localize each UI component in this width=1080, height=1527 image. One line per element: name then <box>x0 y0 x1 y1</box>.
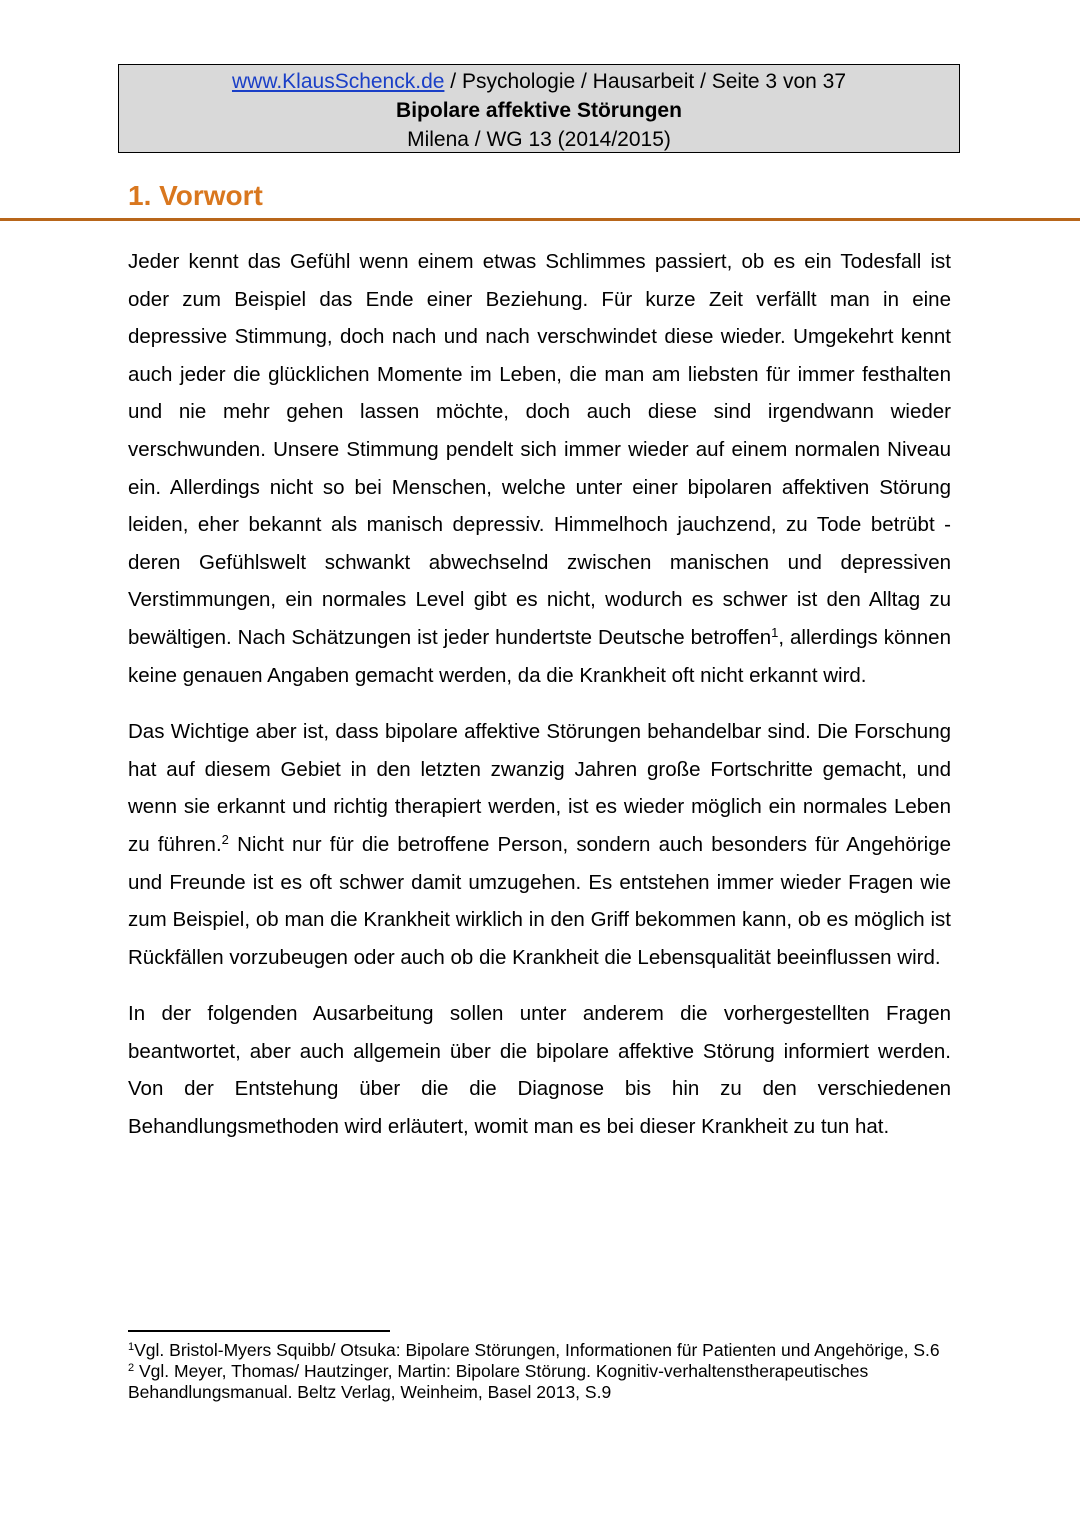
footnote-1-marker: 1 <box>128 1341 135 1353</box>
paragraph-2-text-a: Das Wichtige aber ist, dass bipolare affektive Störungen behandelbar sind. Die Forschung hat auf diesem Gebiet in den letzten zwanzig Jahren große Fortschritte gemacht, und wenn sie erkannt und richtig therapiert werden, ist es wieder möglich ein normales Leben zu führen. <box>128 720 951 856</box>
header-breadcrumb <box>119 67 959 96</box>
document-title: Bipolare affektive Störungen <box>396 99 682 122</box>
footnote-2-text: Vgl. Meyer, Thomas/ Hautzinger, Martin: Bipolare Störung. Kognitiv-verhaltenstherapeutisches Behandlungsmanual. Beltz Verlag, Weinheim, Basel 2013, S.9 <box>128 1361 869 1402</box>
paragraph-1-text-b: , allerdings können keine genauen Angaben gemacht werden, da die Krankheit oft nicht erkannt wird. <box>128 625 951 687</box>
footnotes <box>128 1340 951 1403</box>
paragraph-2-text-b: Nicht nur für die betroffene Person, sondern auch besonders für Angehörige und Freunde ist es oft schwer damit umzugehen. Es entstehen immer wieder Fragen wie zum Beispiel, ob man die Krankheit wirklich in den Griff bekommen kann, ob es möglich ist Rückfällen vorzubeugen oder auch ob die Krankheit die Lebensqualität beeinflussen wird. <box>128 832 951 969</box>
paragraph-2 <box>128 713 951 976</box>
footnote-ref-2[interactable]: 2 <box>221 831 229 847</box>
footnote-2 <box>128 1361 951 1403</box>
footnote-ref-1[interactable]: 1 <box>771 624 779 640</box>
website-link[interactable]: www.KlausSchenck.de <box>231 70 445 93</box>
footnote-1-text: Vgl. Bristol-Myers Squibb/ Otsuka: Bipolare Störungen, Informationen für Patienten und Angehörige, S.6 <box>134 1340 940 1360</box>
paragraph-3: In der folgenden Ausarbeitung sollen unter anderem die vorhergestellten Fragen beantwortet, aber auch allgemein über die bipolare affektive Störung informiert werden. Von der Entstehung über die die Diagnose bis hin zu den verschiedenen Behandlungsmethoden wird erläutert, womit man es bei dieser Krankheit zu tun hat. <box>128 1002 951 1139</box>
footnote-1 <box>128 1340 951 1361</box>
paragraph-1 <box>128 243 951 694</box>
heading-divider <box>0 218 1080 221</box>
section-heading: 1. Vorwort <box>128 180 263 211</box>
footnote-2-marker: 2 <box>128 1362 135 1374</box>
page-header <box>118 64 960 153</box>
footnote-divider <box>128 1330 390 1332</box>
author-line: Milena / WG 13 (2014/2015) <box>407 128 671 151</box>
paragraph-1-text-a: Jeder kennt das Gefühl wenn einem etwas Schlimmes passiert, ob es ein Todesfall ist oder zum Beispiel das Ende einer Beziehung. Für kurze Zeit verfällt man in eine depressive Stimmung, doch nach und nach verschwindet diese wieder. Umgekehrt kennt auch jeder die glücklichen Momente im Leben, die man am liebsten für immer festhalten und nie mehr gehen lassen möchte, doch auch diese sind irgendwann wieder verschwunden. Unsere Stimmung pendelt sich immer wieder auf einem normalen Niveau ein. Allerdings nicht so bei Menschen, welche unter einer bipolaren affektiven Störung leiden, eher bekannt als manisch depressiv. Himmelhoch jauchzend, zu Tode betrübt - deren Gefühlswelt schwankt abwechselnd zwischen manischen und depressiven Verstimmungen, ein normales Level gibt es nicht, wodurch es schwer ist den Alltag zu bewältigen. Nach Schätzungen ist jeder hundertste Deutsche betroffen <box>128 250 951 649</box>
body-text <box>128 243 951 1165</box>
breadcrumb-text: / Psychologie / Hausarbeit / Seite 3 von 37 <box>444 70 847 93</box>
